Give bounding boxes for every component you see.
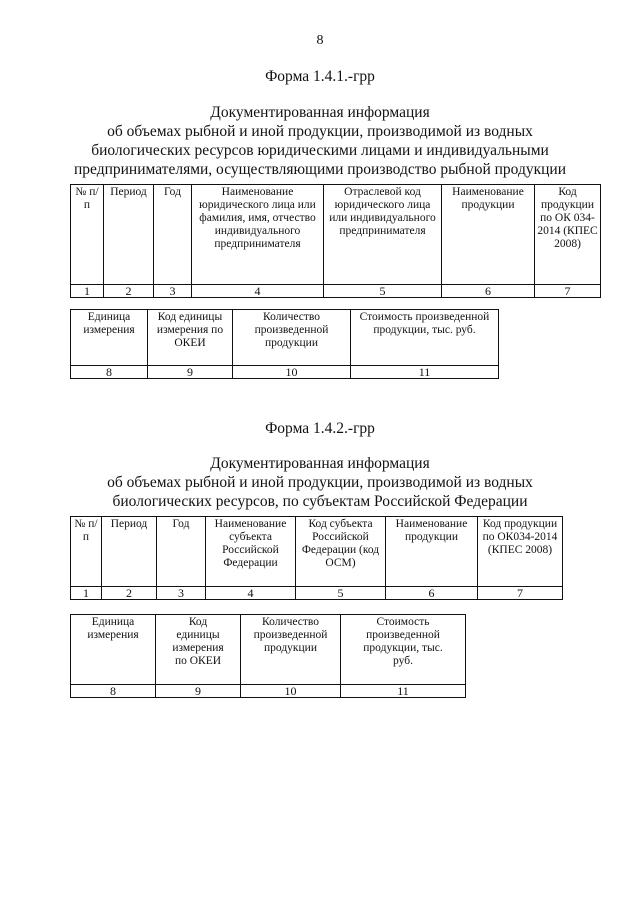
table-header-row xyxy=(71,517,563,587)
column-header: Стоимость произведенной продукции, тыс. руб. xyxy=(341,615,466,685)
form-1-heading xyxy=(40,103,600,179)
column-number-row xyxy=(71,587,563,600)
column-number: 10 xyxy=(241,685,341,698)
column-header: Количество произведенной продукции xyxy=(241,615,341,685)
column-header: Стоимость произведенной продукции, тыс. руб. xyxy=(351,310,499,366)
column-number: 1 xyxy=(71,285,104,298)
form-2-main-table xyxy=(70,516,563,600)
column-header: № п/п xyxy=(71,517,102,587)
column-header: Количество произведенной продукции xyxy=(233,310,351,366)
column-number: 10 xyxy=(233,366,351,379)
form-1-heading-line: биологических ресурсов юридическими лицами и индивидуальными xyxy=(91,142,549,159)
page-number: 8 xyxy=(316,33,324,48)
column-header: Год xyxy=(154,185,192,285)
form-1-secondary-table xyxy=(70,309,499,379)
column-number-row xyxy=(71,366,499,379)
column-header: Наименование юридического лица или фамилия, имя, отчество индивидуального предпринимателя xyxy=(192,185,324,285)
column-number-row xyxy=(71,285,601,298)
column-header: Код продукции по ОК034-2014 (КПЕС 2008) xyxy=(478,517,563,587)
column-number: 7 xyxy=(478,587,563,600)
column-header: Единица измерения xyxy=(71,615,156,685)
column-number: 7 xyxy=(535,285,601,298)
column-number-row xyxy=(71,685,466,698)
form-1-heading-line: об объемах рыбной и иной продукции, производимой из водных xyxy=(107,123,533,140)
form-2-heading-line: Документированная информация xyxy=(210,455,430,472)
column-number: 6 xyxy=(442,285,535,298)
column-header: Код единицы измерения по ОКЕИ xyxy=(148,310,233,366)
column-number: 11 xyxy=(351,366,499,379)
column-number: 5 xyxy=(324,285,442,298)
form-1-heading-line: предпринимателями, осуществляющими производство рыбной продукции xyxy=(73,161,567,178)
column-number: 3 xyxy=(157,587,206,600)
table-header-row xyxy=(71,615,466,685)
column-header: Период xyxy=(104,185,154,285)
column-number: 2 xyxy=(104,285,154,298)
form-2-secondary-table xyxy=(70,614,466,698)
form-2-heading xyxy=(40,454,600,511)
column-header: Код единицы измерения по ОКЕИ xyxy=(156,615,241,685)
column-number: 3 xyxy=(154,285,192,298)
form-2-title: Форма 1.4.2.-грр xyxy=(265,420,375,437)
column-header: Единица измерения xyxy=(71,310,148,366)
column-header: Наименование субъекта Российской Федерации xyxy=(206,517,296,587)
column-header: Код продукции по ОК 034-2014 (КПЕС 2008) xyxy=(535,185,601,285)
column-number: 2 xyxy=(102,587,157,600)
column-number: 8 xyxy=(71,685,156,698)
form-2-heading-line: об объемах рыбной и иной продукции, производимой из водных xyxy=(107,474,533,491)
table-header-row xyxy=(71,310,499,366)
column-number: 4 xyxy=(206,587,296,600)
column-header: Период xyxy=(102,517,157,587)
column-header: № п/п xyxy=(71,185,104,285)
column-number: 9 xyxy=(148,366,233,379)
column-number: 6 xyxy=(386,587,478,600)
column-number: 8 xyxy=(71,366,148,379)
column-number: 5 xyxy=(296,587,386,600)
column-number: 4 xyxy=(192,285,324,298)
column-header: Наименование продукции xyxy=(386,517,478,587)
column-number: 11 xyxy=(341,685,466,698)
column-number: 1 xyxy=(71,587,102,600)
column-number: 9 xyxy=(156,685,241,698)
column-header: Отраслевой код юридического лица или индивидуального предпринимателя xyxy=(324,185,442,285)
form-1-title: Форма 1.4.1.-грр xyxy=(265,68,375,85)
form-1-main-table xyxy=(70,184,601,298)
column-header: Наименование продукции xyxy=(442,185,535,285)
form-1-heading-line: Документированная информация xyxy=(210,104,430,121)
form-2-heading-line: биологических ресурсов, по субъектам Российской Федерации xyxy=(112,493,528,510)
table-header-row xyxy=(71,185,601,285)
column-header: Код субъекта Российской Федерации (код ОСМ) xyxy=(296,517,386,587)
column-header: Год xyxy=(157,517,206,587)
